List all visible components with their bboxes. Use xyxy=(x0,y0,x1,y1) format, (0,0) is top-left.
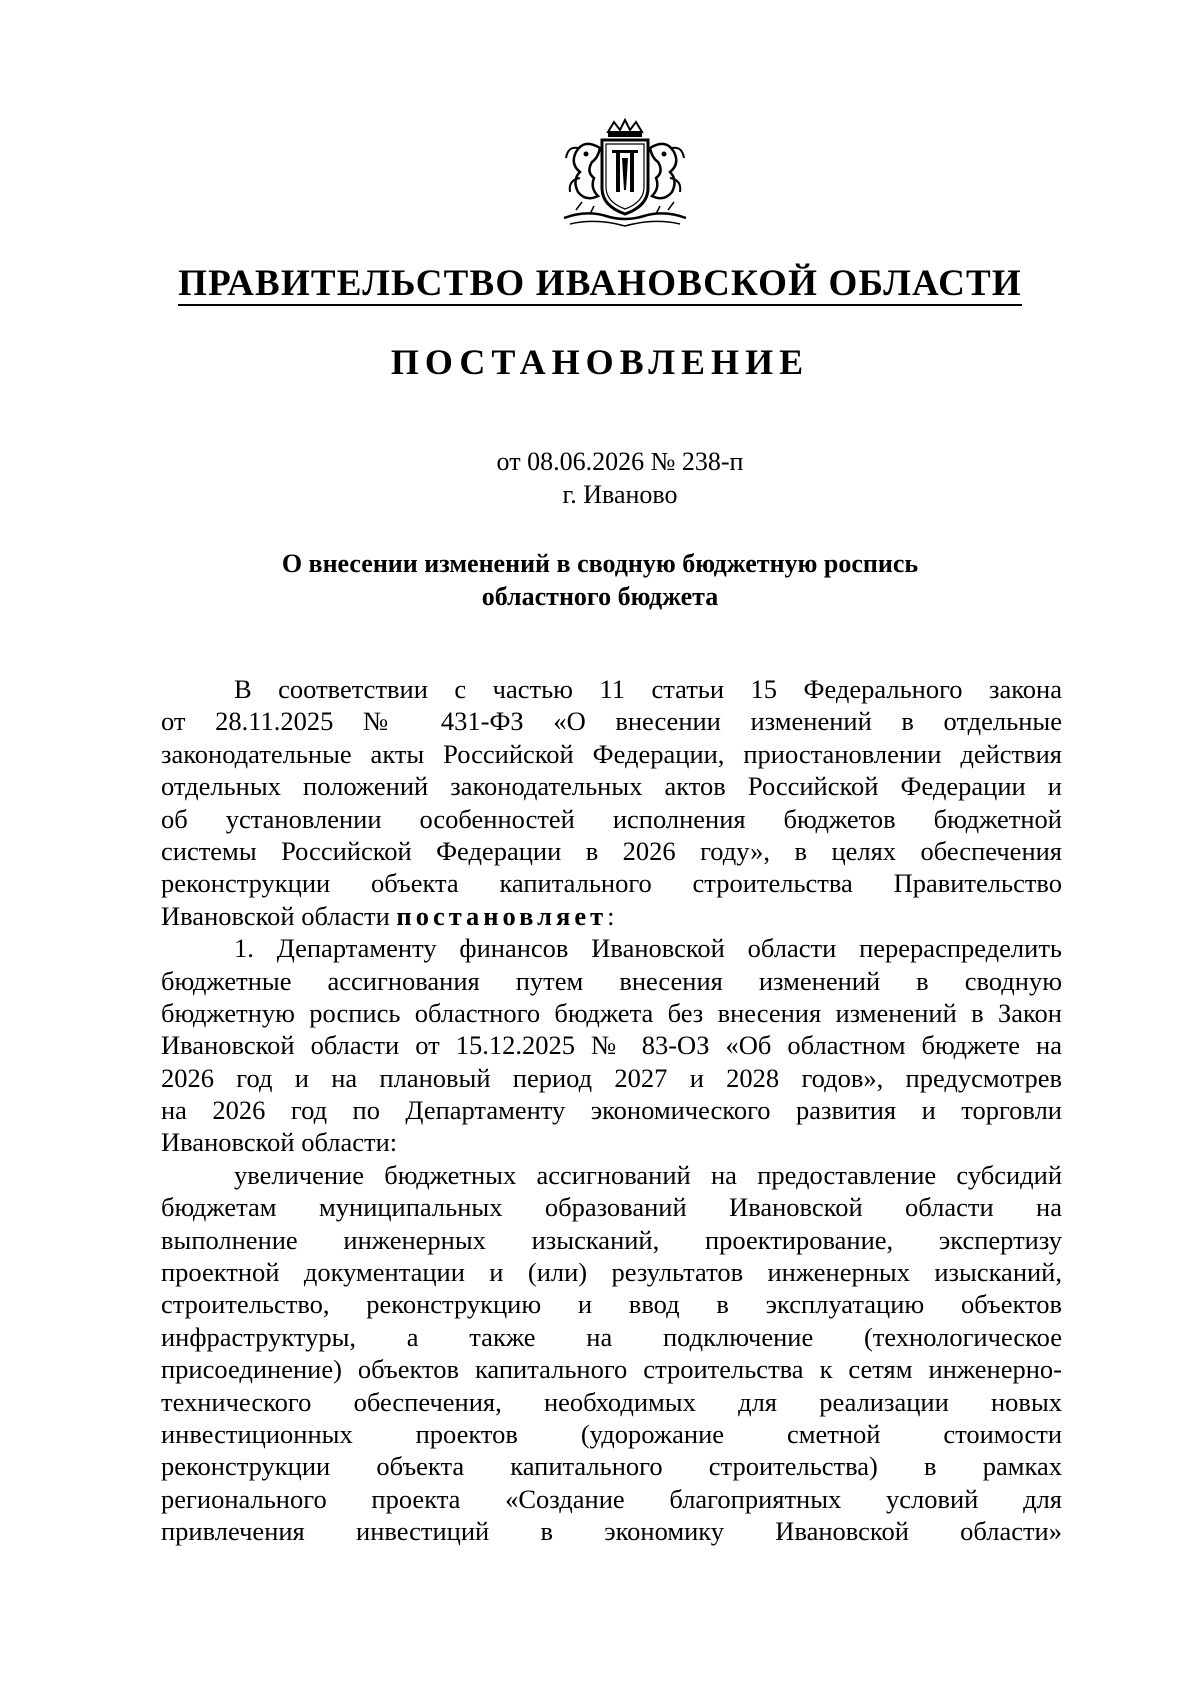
text-line: привлечения инвестиций в экономику Ивановской области» xyxy=(161,1516,1062,1547)
text-line: В соответствии с частью 11 статьи 15 Федерального закона xyxy=(234,674,1062,704)
text-line: от 28.11.2025 № 431-ФЗ «О внесении изменений в отдельные xyxy=(161,706,1062,737)
text-line xyxy=(161,900,1062,932)
text-fragment: Ивановской области xyxy=(161,900,397,931)
text-line: на 2026 год по Департаменту экономического развития и торговли xyxy=(161,1095,1062,1126)
paragraph-item-1 xyxy=(161,932,1062,1159)
text-line: об установлении особенностей исполнения бюджетов бюджетной xyxy=(161,803,1062,834)
text-line: реконструкции объекта капитального строительства Правительство xyxy=(161,868,1062,899)
subject-line: О внесении изменений в сводную бюджетную роспись xyxy=(281,549,919,578)
document-type-heading: ПОСТАНОВЛЕНИЕ xyxy=(390,342,810,382)
text-line: проектной документации и (или) результатов инженерных изысканий, xyxy=(161,1257,1062,1288)
text-line: реконструкции объекта капитального строительства) в рамках xyxy=(161,1451,1062,1482)
document-city: г. Иваново xyxy=(562,480,678,509)
document-date-number: от 08.06.2026 № 238-п xyxy=(496,447,744,476)
text-line: бюджетную роспись областного бюджета без внесения изменений в Закон xyxy=(161,997,1062,1028)
text-line: законодательные акты Российской Федерации, приостановлении действия xyxy=(161,738,1062,769)
coat-of-arms-emblem xyxy=(556,118,694,230)
paragraph-preamble xyxy=(161,673,1062,932)
text-line: 1. Департаменту финансов Ивановской области перераспределить xyxy=(234,933,1062,964)
text-line: регионального проекта «Создание благоприятных условий для xyxy=(161,1483,1062,1514)
document-subject xyxy=(0,547,1200,613)
text-line: выполнение инженерных изысканий, проектирование, экспертизу xyxy=(161,1224,1062,1255)
text-line: строительство, реконструкцию и ввод в эксплуатацию объектов xyxy=(161,1289,1062,1320)
text-line: системы Российской Федерации в 2026 году», в целях обеспечения xyxy=(161,835,1062,866)
paragraph-allocation xyxy=(161,1159,1062,1548)
text-line: инфраструктуры, а также на подключение (технологическое xyxy=(161,1321,1062,1352)
document-body xyxy=(161,673,1062,1548)
text-fragment: : xyxy=(607,900,615,931)
text-line: Ивановской области: xyxy=(161,1127,398,1158)
text-line: бюджетные ассигнования путем внесения изменений в сводную xyxy=(161,965,1062,996)
text-line: 2026 год и на плановый период 2027 и 2028 годов», предусмотрев xyxy=(161,1062,1062,1093)
text-line: отдельных положений законодательных актов Российской Федерации и xyxy=(161,771,1062,802)
resolution-keyword: постановляет xyxy=(396,900,608,931)
text-line: инвестиционных проектов (удорожание сметной стоимости xyxy=(161,1418,1062,1449)
text-line: бюджетам муниципальных образований Ивановской области на xyxy=(161,1192,1062,1223)
text-line: Ивановской области от 15.12.2025 № 83-ОЗ «Об областном бюджете на xyxy=(161,1030,1062,1061)
text-line: технического обеспечения, необходимых для реализации новых xyxy=(161,1386,1062,1417)
text-line: присоединение) объектов капитального строительства к сетям инженерно- xyxy=(161,1354,1062,1385)
text-line: увеличение бюджетных ассигнований на предоставление субсидий xyxy=(234,1159,1062,1190)
subject-line: областного бюджета xyxy=(481,582,719,611)
organization-title: ПРАВИТЕЛЬСТВО ИВАНОВСКОЙ ОБЛАСТИ xyxy=(178,263,1022,304)
